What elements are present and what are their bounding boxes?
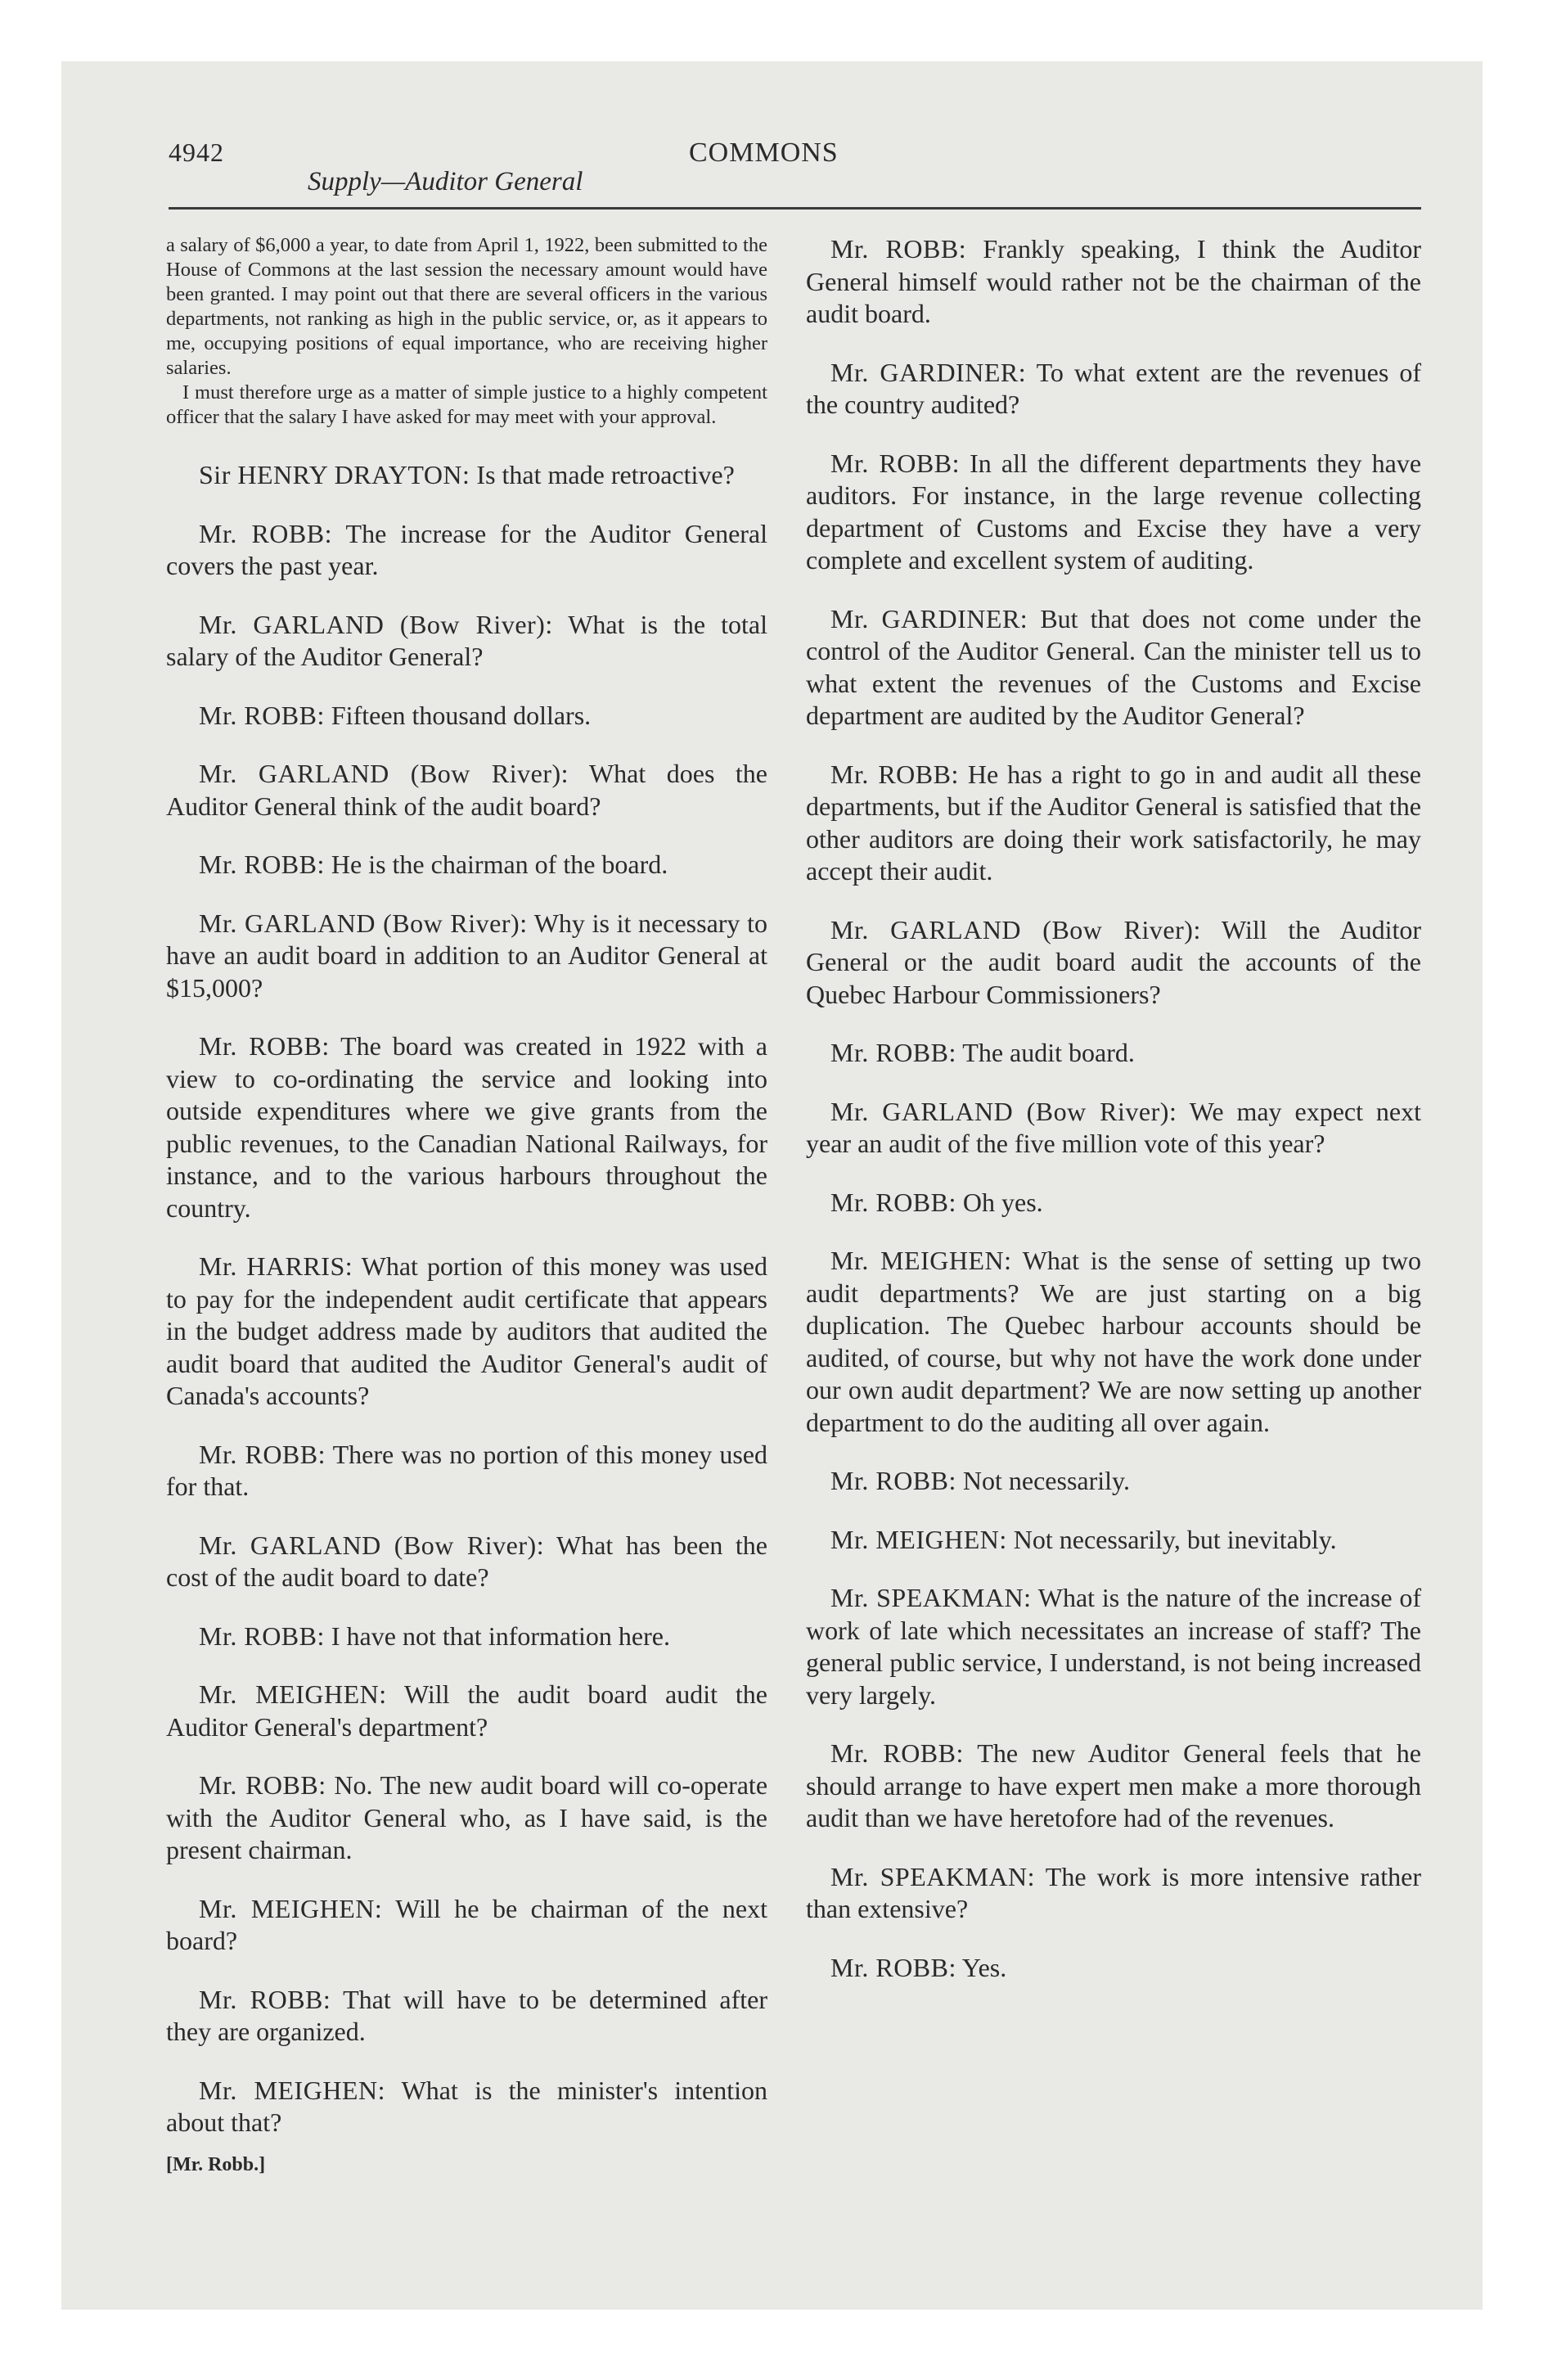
speech-paragraph (166, 2075, 767, 2139)
speech-text: The work is more intensive rather than extensive? (806, 1861, 1422, 1923)
speech-text: Will he be chairman of the next board? (166, 1893, 768, 1955)
speech-text: Will the audit board audit the Auditor General's department? (166, 1679, 768, 1742)
speech-text: In all the different departments they have auditors. For instance, in the large revenue collecting department of Customs and Excise they have a very complete and excellent system of auditing. (806, 448, 1422, 575)
speech-text: Fifteen thousand dollars. (331, 700, 592, 730)
speaker-name: Mr. GARLAND (Bow River) : (199, 610, 553, 639)
speech-text: The audit board. (962, 1038, 1135, 1067)
speaker-name: Mr. ROBB : (830, 1038, 956, 1067)
speaker-name: Mr. ROBB : (199, 701, 325, 730)
speaker-name: Mr. MEIGHEN : (830, 1525, 1007, 1554)
speech-text: Yes. (961, 1952, 1007, 1982)
speech-paragraph (806, 233, 1421, 331)
speaker-name: Mr. GARDINER : (830, 604, 1028, 633)
speech-text: What has been the cost of the audit board to date? (166, 1530, 768, 1592)
speech-paragraph (806, 1861, 1421, 1926)
speaker-name: Mr. ROBB : (830, 1738, 964, 1768)
speaker-name: Mr. ROBB : (199, 1440, 326, 1469)
speaker-name: Mr. ROBB : (830, 449, 960, 478)
speech-text: No. The new audit board will co-operate with the Auditor General who, as I have said, is the present chairman. (166, 1770, 768, 1864)
speech-text: What portion of this money was used to pay for the independent audit certificate that appears in the budget address made by auditors that audited the audit board that audited the Auditor General's audit of Canada's accounts? (166, 1251, 768, 1410)
speech-paragraph (806, 1465, 1421, 1498)
speech-paragraph (166, 609, 767, 674)
page-number: 4942 (169, 137, 224, 167)
speech-text: Frankly speaking, I think the Auditor General himself would rather not be the chairman of the audit board. (806, 234, 1422, 328)
speech-text: What does the Auditor General think of the audit board? (166, 759, 767, 821)
section-heading: Supply—Auditor General (308, 167, 583, 196)
speech-text: Is that made retroactive? (476, 460, 735, 489)
left-speeches (166, 459, 767, 2139)
speech-paragraph (166, 908, 767, 1005)
speech-paragraph (806, 1952, 1421, 1985)
speech-paragraph (806, 1037, 1421, 1070)
speech-paragraph (166, 1893, 767, 1958)
speech-paragraph (806, 448, 1421, 577)
speech-text: But that does not come under the control of the Auditor General. Can the minister tell us to what extent the revenues of the Customs and Excise department are audited by the Auditor General? (806, 603, 1422, 730)
speech-paragraph (806, 1738, 1421, 1835)
speech-text: I have not that information here. (331, 1620, 670, 1651)
speech-text: What is the nature of the increase of work of late which necessitates an increase of staff? The general public service, I understand, is not being increased very largely. (806, 1583, 1422, 1710)
speaker-name: Mr. SPEAKMAN : (830, 1583, 1032, 1612)
speaker-name: Mr. GARLAND (Bow River) : (199, 1530, 544, 1560)
speech-paragraph (806, 759, 1421, 888)
speaker-name: Mr. HARRIS : (199, 1251, 353, 1281)
intro-paragraph: I must therefore urge as a matter of simple justice to a highly competent officer that the salary I have asked for may meet with your approval. (166, 381, 767, 428)
intro-block (166, 233, 767, 430)
speech-text: The board was created in 1922 with a view to co-ordinating the service and looking into outside expenditures where we give grants from the public revenues, to the Canadian National Railways, for instance, and to the various harbours throughout the country. (166, 1031, 768, 1223)
speaker-name: Mr. ROBB : (199, 1031, 330, 1061)
speaker-name: Mr. ROBB : (199, 1770, 326, 1800)
speech-paragraph (806, 1187, 1421, 1219)
speech-paragraph (166, 518, 767, 583)
speaker-name: Mr. ROBB : (830, 1953, 956, 1982)
speaker-name: Mr. ROBB : (830, 234, 966, 264)
speech-text: The increase for the Auditor General covers the past year. (166, 518, 768, 580)
speaker-name: Mr. ROBB : (199, 850, 325, 879)
speech-paragraph (166, 758, 767, 823)
speech-paragraph (166, 1439, 767, 1503)
speech-text: There was no portion of this money used for that. (166, 1439, 768, 1501)
speaker-name: Mr. GARLAND (Bow River) : (199, 908, 528, 938)
speaker-name: Sir HENRY DRAYTON : (199, 460, 470, 489)
speech-paragraph (166, 700, 767, 732)
speaker-name: Mr. ROBB : (830, 760, 959, 789)
speech-paragraph (166, 1769, 767, 1867)
speaker-name: Mr. MEIGHEN : (199, 1679, 387, 1709)
speaker-name: Mr. ROBB : (199, 1621, 325, 1651)
speech-text: He has a right to go in and audit all these departments, but if the Auditor General is satisfied that the other auditors are doing their work satisfactorily, he may accept their audit. (806, 759, 1421, 886)
speech-paragraph (806, 603, 1421, 732)
speech-text: That will have to be determined after they are organized. (166, 1984, 768, 2046)
speech-text: Not necessarily, but inevitably. (1013, 1524, 1337, 1554)
speech-paragraph (806, 1245, 1421, 1439)
speech-text: To what extent are the revenues of the country audited? (806, 357, 1422, 419)
speech-paragraph (806, 1582, 1421, 1711)
speaker-name: Mr. ROBB : (199, 1985, 331, 2014)
intro-paragraph: a salary of $6,000 a year, to date from April 1, 1922, been submitted to the House of Commons at the last session the necessary amount would have been granted. I may point out that there are several officers in the various departments, not ranking as high in the public service, or, as it appears to me, occupying positions of equal importance, who are receiving higher salaries. (166, 234, 767, 379)
left-column (166, 233, 767, 2176)
speech-paragraph (806, 1096, 1421, 1161)
speaker-name: Mr. GARLAND (Bow River) : (199, 759, 569, 788)
speech-paragraph (166, 1251, 767, 1413)
right-speeches (806, 233, 1421, 1984)
right-column (806, 233, 1421, 2010)
speech-paragraph (166, 459, 767, 492)
speaker-name: Mr. GARDINER : (830, 358, 1026, 387)
speech-text: What is the minister's intention about that? (166, 2075, 767, 2137)
speech-paragraph (166, 1030, 767, 1224)
speech-paragraph (166, 1679, 767, 1743)
speech-paragraph (166, 1530, 767, 1594)
speech-text: We may expect next year an audit of the five million vote of this year? (806, 1096, 1422, 1158)
speech-text: What is the sense of setting up two audit departments? We are just starting on a big duplication. The Quebec harbour accounts should be audited, of course, but why not have the work done under our own audit department? We are now setting up another department to do the auditing all over again. (806, 1246, 1422, 1437)
speech-text: Not necessarily. (962, 1466, 1130, 1495)
speech-text: Will the Auditor General or the audit board audit the accounts of the Quebec Harbour Commissioners? (806, 914, 1422, 1009)
speech-text: The new Auditor General feels that he should arrange to have expert men make a more thorough audit than we have heretofore had of the revenues. (806, 1738, 1421, 1832)
speaker-name: Mr. ROBB : (830, 1188, 956, 1217)
speech-paragraph (806, 914, 1421, 1012)
header-rule (169, 207, 1421, 210)
speaker-name: Mr. MEIGHEN : (830, 1246, 1012, 1275)
speech-paragraph (166, 1984, 767, 2049)
speaker-name: Mr. MEIGHEN : (199, 1894, 382, 1923)
speech-text: Why is it necessary to have an audit board in addition to an Auditor General at $15,000? (166, 908, 768, 1003)
speech-paragraph (166, 1620, 767, 1653)
speech-paragraph (806, 1524, 1421, 1557)
running-head: COMMONS (689, 137, 839, 168)
speech-paragraph (806, 357, 1421, 421)
speaker-name: Mr. GARLAND (Bow River) : (830, 1097, 1177, 1126)
speech-text: He is the chairman of the board. (331, 850, 668, 879)
speaker-name: Mr. ROBB : (199, 519, 332, 548)
speaker-name: Mr. ROBB : (830, 1466, 956, 1495)
speech-text: Oh yes. (962, 1187, 1043, 1217)
speech-paragraph (166, 849, 767, 881)
speaker-name: Mr. GARLAND (Bow River) : (830, 915, 1201, 944)
footer-tag: [Mr. Robb.] (166, 2153, 266, 2175)
speech-text: What is the total salary of the Auditor General? (166, 609, 767, 671)
speaker-name: Mr. SPEAKMAN : (830, 1862, 1035, 1891)
speaker-name: Mr. MEIGHEN : (199, 2076, 385, 2105)
